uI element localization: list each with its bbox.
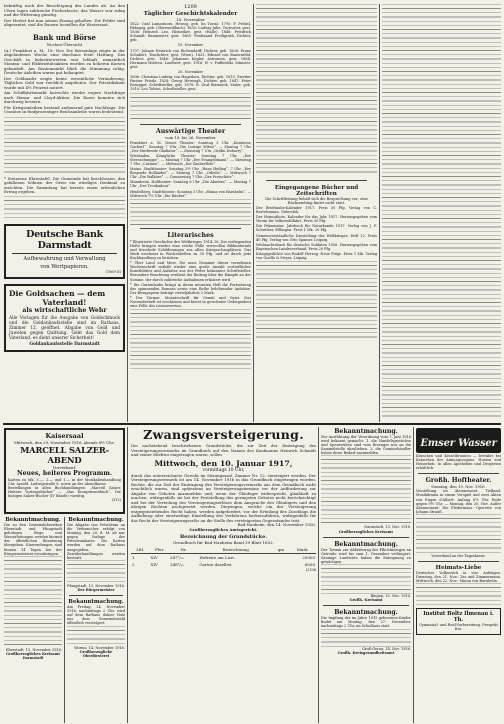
text-block [4,117,125,175]
gold-headline: Die Goldsachen — dem [9,288,106,298]
column-rule [127,427,128,723]
table-cell: XIV [150,562,158,567]
text-paragraph: Der Herbst hat nun seinen Einzug gehalten. Die Felder sind abgeerntet, und die Bauern bestellen die Wintersaat. [4,17,125,27]
book-entry: Gemeinverständliche Darstellung des Weltkrieges. Heft 12. Preis 40 Pfg. Verlag von Otto Spamer, Leipzig. [256,233,377,242]
announcement-body: Die Abgabe von Petroleum an die Verbraucher erfolgt von Montag, den 20. d. M. ab nur gegen Vorlage der Petroleumkarte. Die Karten werden auf dem Rathaus ausgegeben. Zuwiderhandlungen werden bestraft. [67,523,125,560]
page-number: 1209 [184,4,197,10]
text-paragraph: Für Kriegsanleihen bestand andauernd gute Nachfrage. Die Umsätze in fünfprozentiger Reichsanleihe waren bedeutend. [4,104,125,114]
ad-code: (312) [111,498,121,503]
auction-office: Großherzogliches Amtsgericht. [189,526,258,532]
play-body: Deutsches Volksstück in vier Aufzügen. Dienstag, den 21. Nov.: Zar und Zimmermann. Mittwoch, den 22. Nov.: Minna von Barnhelm. [416,571,501,584]
auction-time: vormittags 10 Uhr, [202,467,245,473]
theater-entry: Mainz. Stadttheater: Sonntag 3½ Uhr „Hans Heiling“, 7 Uhr „Der fliegende Holländer“. — Montag 7 Uhr „Othello“. — Mittwoch 7 Uhr „Die Walküre“. — Donnerstag 7 Uhr „Der Freischütz“. [130,167,251,180]
text-block [130,199,251,225]
column-rule [379,4,380,422]
announcement-sign: Darmstadt, 15. Nov. 1916. [364,525,411,530]
text-block [321,629,411,647]
column-2 [130,4,251,422]
text-paragraph: Der Geldmarkt zeigte keine wesentliche Veränderung. Tägliches Geld war reichlich angeboten. Der Privatdiskont wurde mit 4½ Prozent notiert. [4,75,125,90]
announcement-office: Großh. Kreisgesundheitsamt [337,650,395,655]
institute-info: Gymnasial- und Real-Vorbereitung. Prospekt frei. [419,623,498,632]
text-block [416,583,501,605]
announcement-body: Die zu den Gemeindebezirken Eberstadt und Pfungstadt gehörigen Wege und Wasserleitungen werden hiermit der öffentlichen Benutzung übergeben. Einwendungen sind binnen 14 Tagen bei der Bürgermeisterei vorzubringen. [4,523,62,556]
ad-code: (1969 II) [105,269,121,274]
institute-name: Institut Boltz Ilmenau i. Th. [423,611,494,624]
column-1 [4,4,125,422]
column-rule [318,427,319,723]
auction-title: Zwangsversteigerung. [143,428,304,442]
theater-subtitle: vom 19. bis 26. November [165,134,216,140]
table-cell [273,561,289,568]
section-subtitle: Wochen-Übersicht [46,41,83,47]
section-title: Bank und Börse [32,32,96,42]
property-heading: Bezeichnung der Grundstücke. [179,534,268,540]
table-cell: 347⁷/₁₀ [170,555,184,560]
gold-signature: Goldankaufsstelle Darmstadt [29,341,100,347]
theater-entry: Wiesbaden. Königliche Theater: Sonntag 7 Uhr „Der Sternschnuppe“. — Montag 7 Uhr „Der Evangelimann“. — Dienstag 7 Uhr „Carmen“. — Mittwoch „Die Zauberflöte“. [130,153,251,166]
calendar-title: Täglicher Geschichtskalender [143,11,238,17]
table-cell: Garten daselbst [199,562,232,567]
theater-entry: Mannheim. Hoftheater: Sonntag 6 Uhr „Die Ahnfrau“. — Montag 7 Uhr „Der Troubadour“. [130,180,251,189]
announcement-sign: Bingen, 15. Nov. 1916. [370,594,411,599]
text-block [130,93,251,121]
announcement-office: Großh. Kreisamt [349,598,383,603]
text-block [4,556,62,648]
calendar-date: 20. November [177,70,204,75]
announcement-sign: Worms, 14. November 1916. [74,645,125,650]
text-paragraph: Am Schiffahrtsmarkt herrschte wieder regere Nachfrage nach Hansa- und Lloyd-Aktien. Die Kurse konnten sich durchweg bessern. [4,90,125,104]
announcement-office: Großherzogliches Kreisamt [339,529,393,534]
books-intro: Die Schriftleitung behält sich die Besprechung vor; eine Rücksendung findet nicht statt. [265,197,368,205]
property-table [131,546,316,568]
table-cell: 1 [132,555,135,560]
announcement-body: Zur Ausführung der Verordnung vom 7. Juni 1916 wird bekannt gemacht: 1. die Handelsgewächse und Speiserüben sind vom Erzeuger nur an die Sammelstelle abzuliefern. 2. die Gemüsehändler haben ihren Bedarf anzumelden. [321,435,411,456]
bank-service: Aufbewahrung und Verwaltung [23,255,106,262]
calendar-date: 19. November [177,43,204,48]
presale-label: Vorverkauf: [52,465,77,470]
announcement-office: Großherzogliches Kreisamt Darmstadt [6,651,60,660]
books-title: Eingegangene Bücher und Zeitschriften [274,185,359,197]
institute-advertisement [416,608,501,634]
bank-service-2: von Wertpapieren. [40,263,89,270]
emser-logo: Emser Wasser [416,428,501,453]
announcement-office: Der Bürgermeister [77,587,115,592]
theater-ad-body: Vorstellung im Abonnement. Tiefland. Musikdrama in einem Vorspiel und zwei Akten von Eugen d'Albert. Anfang 6½ Uhr. Ende gegen 9½ Uhr. — Montag, den 20. Nov. Außer Abonnement: Die Fledermaus. Operette von Johann Strauß. [416,489,501,514]
venue-name: Kaisersaal [45,432,84,440]
calendar-entry: 1707: Johann Heinrich von Eichendorff, Dichter, geb. 1828: Franz Schubert, Tondichter, gest. (Wien). 1832: Eduard von Bauernfeld, Dichter, gest. 1846: Johannes Kepler, Astronom, gest. 1884: Hermann Holsten, Landwirt, gest. 1916: H. v. Podbielski, Minister, gest. [130,48,251,69]
auction-date: Mittwoch, den 10. Januar 1917, [154,458,293,468]
announcement-body: Am Freitag, 24. November 1916, nachmittags 2 Uhr, wird auf dem Rathaus dahier Holz aus dem Gemeindewald öffentlich versteigert. [67,605,125,626]
bank-advertisement [4,224,125,279]
table-header: Mark [296,547,308,552]
announcement-title: Bekanntmachung. [334,609,398,617]
text-block [256,261,377,341]
column-rule [253,4,254,422]
text-block [67,560,125,584]
announcement-title: Bekanntmachung. [68,599,124,606]
auction-sign: Bad-Nauheim, den 14. November 1916. [237,522,316,527]
bank-name: Deutsche Bank Darmstadt [26,228,103,251]
play-title: Heimats-Liebe [435,565,482,572]
property-subheading: Grundbuch für Bad-Nauheim Band 39 Blatt 1602. [173,540,274,545]
announcement-title: Bekanntmachung. [68,517,124,523]
literature-entry: * Der Türmer. Monatsschrift für Gemüt und Geist. Das Novemberheft ist erschienen und bietet in gewohnter Gediegenheit eine Fülle des Lesenswerten. [130,295,251,309]
literature-entry: * Über Land und Meer. Die neue Nummer dieser vornehmen Wochenschrift enthält wieder eine große Anzahl vortrefflicher Kunstblätter und Aufsätze aus der Feder bekannter Schriftsteller. Besondere Beachtung verdient der Beitrag über die Kämpfe an der Somme, der durch zahlreiche Aufnahmen erläutert wird. [130,261,251,282]
table-cell: XIV [150,555,158,560]
table-cell: Hofreite am Lust... [199,555,238,560]
book-entry: Weihnachtsbuch für deutsche Soldaten 1916. Herausgegeben vom Bayerischen Landesverband. Preis 20 Pfg. [256,242,377,251]
column-rule [127,4,128,422]
column-4 [382,4,501,422]
theater-entry: Heidelberg. Stadttheater: Sonntag 3 Uhr „Minna von Barnhelm“. — Mittwoch 7½ Uhr „Die Räuber“. [130,189,251,198]
ticket-info: Karten zu Mk. 3.—, 2.— und 1.— in der Musikalienhandlung Chr. Arnold, Ludwigstraße 8, sowie an der Abendkasse. [8,478,121,487]
book-entry: Der Brieftaube-Kalender 1917. Preis 50 Pfg. Verlag von C. Bertelsmann, Gütersloh. [256,206,377,215]
text-block [416,514,501,554]
calendar-date: 18. November [176,17,205,22]
table-header: Flur [154,547,164,552]
theater-entry: Frankfurt a. M. Neues Theater: Sonntag 3 Uhr „Komtesse Guckerl“. Sonntag 7 Uhr „Die Lustige Witwe“. — Montag 7 Uhr „Der Sterbende Gladiator“. — Dienstag 7 Uhr „Gräfin Dubarry“. [130,140,251,153]
literature-entry: * Illustrierte Geschichte des Weltkrieges 1914–16. Die vorliegenden Hefte bringen wieder eine reiche Fülle wertvollen Bildmaterials und fesselnde Schilderungen aus allen Kriegsschauplätzen. Das Werk erscheint in Wochenheften zu 30 Pfg. und ist durch jede Buchhandlung zu beziehen. [130,239,251,261]
text-block [382,4,501,418]
text-block [256,96,377,176]
announcement-sign: Pfungstadt, 15. November 1916. [67,583,125,588]
right-ads-column [416,428,501,722]
column-rule [413,427,414,723]
theater-ad-date: Sonntag, den 19. Nov. 1916. [431,484,486,490]
auction-notice [131,428,316,722]
book-entry: Die Pekarnatur. Jahrbuch für Naturkunde 1917. Verlag von J. F. Schreiber, Eßlingen. Preis 1 Mk. 20 Pfg. [256,224,377,233]
announcement-column-b [67,517,125,723]
announcement-sign: Groß-Gerau, 14. Nov. 1916. [362,646,411,651]
announcement-title: Bekanntmachung. [5,517,61,523]
text-paragraph: (A.) Frankfurt a. M., 18. Nov. Die Börsenlage zeigte in der abgelaufenen Woche eine durchaus feste Haltung. Das Geschäft in Industriewerten war lebhaft, namentlich Montan- und Elektrizitätsaktien wurden zu höheren Kursen gehandelt. Am Rentenmarkt blieb die Stimmung ruhig. Deutsche Anleihen waren gut behauptet. [4,47,125,75]
text-block [256,4,377,94]
calendar-entry: 1822: Graf Lamarmora, Herzog, geb. (in Turin). 1795: F. Fröbel, Pädagog, geb. (Oberweißbach). 1835: Ludwig Jahn, Turnvater, gest. 1836: Heinrich Leo, Historiker, gest. (Halle). 1848: Friedrich Schmidt, Baumeister, gest. 1885: Ferdinand Freiligrath, Dichter, geb. [130,22,251,43]
table-row [131,561,316,568]
book-info: Bestellungen in allen Buchhandlungen: „Marcell Salzer, Heitere Vortragsbücher“ — „Das Kronprinzenbuch“, Die lustigen Salzer-Bücher (IV Bände) vorrätig. [8,486,121,499]
table-header: qm [277,547,285,552]
event-title: MARCELL SALZER-ABEND [20,445,109,465]
table-header: Bezeichnung [222,547,249,552]
announcement-sign: Eberstadt, 15. November 1916. [5,647,62,652]
event-date: Mittwoch, den 29. November 1916, abends 8½ Uhr: [14,440,115,445]
book-entry: Kriegsgedichte von Rudolf Herzog. Neue Folge. Preis 1 Mk. Verlag von Quelle & Meyer, Leipzig. [256,251,377,261]
table-cell: 2 [132,562,135,567]
literature-entry: * Die Gartenlaube bringt in ihrem neuesten Heft die Fortsetzung des spannenden Romans sowie eine Reihe belehrender Aufsätze. Der Bezugspreis beträgt vierteljährlich 2 Mark. [130,282,251,295]
text-block [130,309,251,369]
announcement-title: Bekanntmachung. [334,540,398,548]
announcement-column-c [321,428,411,722]
table-header: Nr. [180,547,187,552]
announcement-title: Bekanntmachung. [334,428,398,435]
gold-body: Alle Vorlagen für die Ausgabe von Goldschmuck und die Goldankaufsstelle sind im Rathaus, Zimmer 12, geöffnet. Abgabe von Gold und Juwelen gegen Quittung. Gebt das Gold dem Vaterland, es dient unserer Sicherheit! [9,315,120,341]
theater-title: Auswärtige Theater [155,127,226,135]
text-block [321,455,411,525]
theater-ad-title: Großh. Hoftheater. [425,477,492,485]
text-block [321,564,411,594]
announcement-column-a [4,517,62,723]
text-block [67,626,125,646]
theater-ad-footer: Vorverkauf an der Tageskasse. [431,553,486,558]
gold-headline-3: als wirtschaftliche Wehr [22,306,107,314]
ad-code: (2106 [305,568,316,572]
table-row [131,554,316,562]
table-cell [273,554,289,562]
column-rule [64,517,65,723]
auction-intro: Die nachstehend beschriebenen Grundstücke, die zur Zeit der Eintragung des Versteigerungsvermerks im Grundbuch auf den Namen des Kaufmanns Heinrich Schmidt und seiner Ehefrau eingetragen waren, sollen [131,443,316,457]
table-cell: 6000 [304,562,315,567]
section-divider [3,423,501,425]
text-paragraph: * Steinerne Ehrentafel. Die Gemeinde hat beschlossen, den gefallenen Söhnen des Ortes ein würdiges Denkmal zu errichten. Die Sammlung hat bereits einen erfreulichen Ertrag ergeben. [4,175,125,194]
kaisersaal-advertisement [4,428,125,514]
announcement-body: Der Termin zur Ablieferung der Pflichtmengen an Getreide wird bis zum 1. Dezember verlängert. Säumige Landwirte haben die Enteignung zu gewärtigen. [321,547,411,564]
literature-title: Literarisches [167,231,214,239]
column-3 [256,4,377,422]
calendar-entry: 1696: Christian Ludwig von Hagedorn, Dichter, geb. 1815: Zweiter Pariser Friede. 1828: Georg Herwegh, Dichter, geb. 1847: Peter Rosegger, Schriftsteller, geb. 1878: R. Graf Bismarck, Maler, geb. 1910: Leo Tolstoi, Schriftsteller, gest. [130,75,251,92]
table-cell: 25000 [302,555,315,560]
announcement-office: Großherzogliche Oberförsterei [79,649,113,658]
table-header: Lfd. [136,547,145,552]
text-paragraph: bekräftig nach der Besichtigung des Landes ab. An den Ufern lagen zahlreiche Fischerboote; das Wasser war ruhig und die Witterung günstig. [4,4,125,17]
text-block [4,196,125,218]
table-cell: 348⁴/₁₀ [170,562,184,567]
gold-headline-2: Vaterland! [42,297,87,307]
auction-body: durch das unterzeichnete Gericht im Sitzungssaal, Zimmer Nr. 12, versteigert werden. Der Versteigerungsvermerk ist am 14. November 1916 in das Grundbuch eingetragen worden. Rechte, die zur Zeit der Eintragung des Versteigerungsvermerks aus dem Grundbuch nicht ersichtlich waren, sind spätestens im Versteigerungstermine vor der Aufforderung zur Abgabe von Geboten anzumelden und, wenn der Gläubiger widerspricht, glaubhaft zu machen, widrigenfalls sie bei der Feststellung des geringsten Gebotes nicht berücksichtigt und bei der Verteilung des Versteigerungserlöses dem Anspruche des Gläubigers und den übrigen Rechten nachgesetzt werden. Diejenigen, welche ein der Versteigerung entgegenstehendes Recht haben, werden aufgefordert, vor der Erteilung des Zuschlags die Aufhebung oder einstweilige Einstellung des Verfahrens herbeizuführen, widrigenfalls für das Recht der Versteigerungserlös an die Stelle des versteigerten Gegenstandes tritt. [131,472,316,523]
book-entry: Der Heimatbote. Kalender für das Jahr 1917. Herausgegeben vom Verein für Volkswohlfahrt. Preis 30 Pfg. [256,215,377,224]
emser-body: Kränchen und Kesselbrunnen — bewährt bei Katarrhen der Atmungsorgane, Husten und Heiserkeit. In allen Apotheken und Drogerien erhältlich. [416,454,501,471]
gold-advertisement [4,284,125,352]
program-highlight: Neues, heiteres Programm. [16,470,113,477]
announcement-body: Die Impfung der im Jahre 1915 geborenen Kinder findet am Montag, den 27. November, nachmittags 2 Uhr, im Schulhaus statt. [321,616,411,629]
